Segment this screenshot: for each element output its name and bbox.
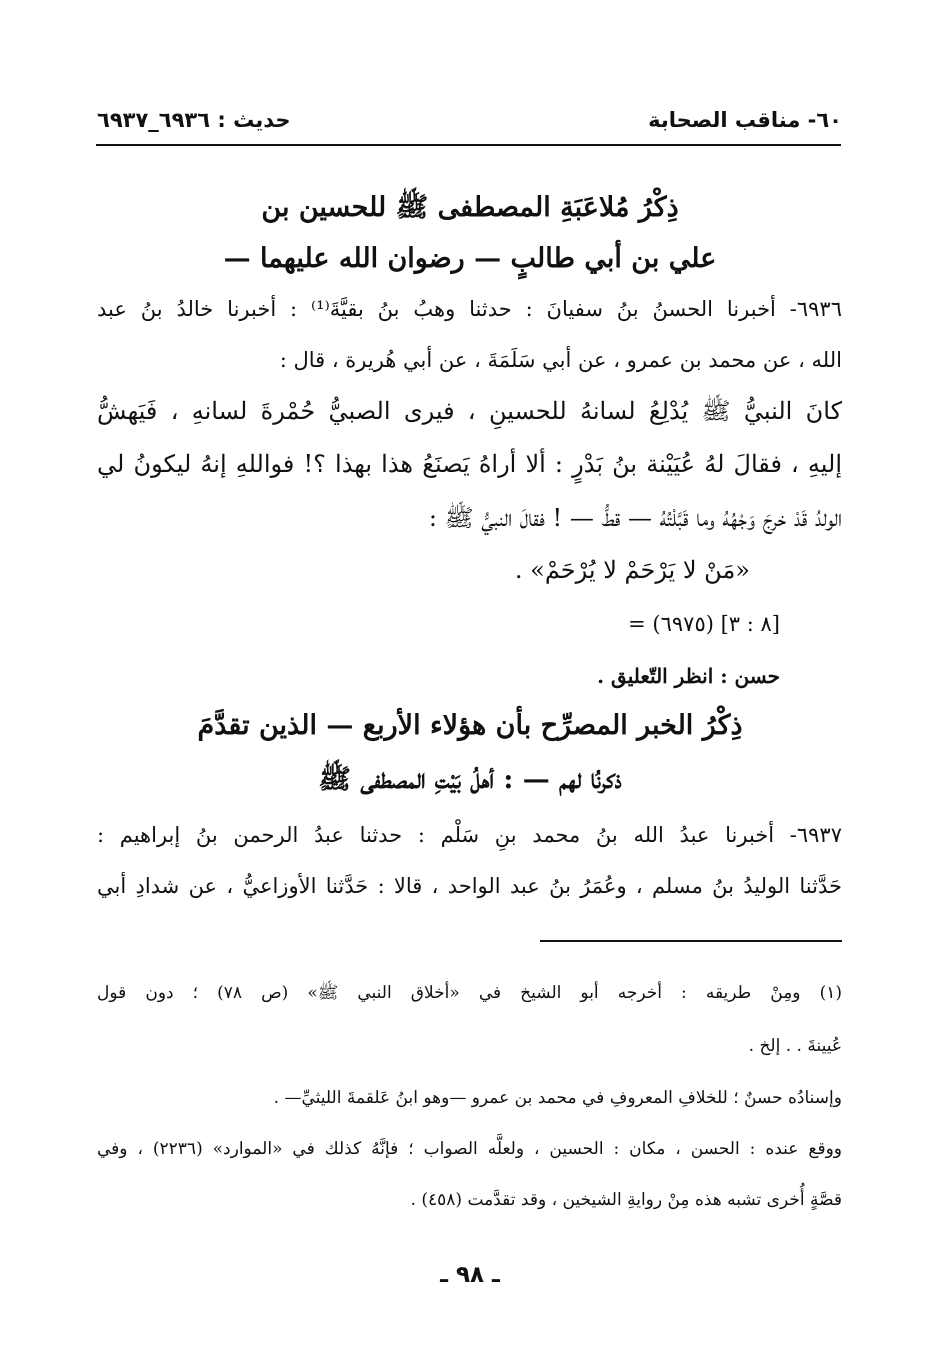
hadith1-matn-line2: إليهِ ، فقالَ لهُ عُيَيْنة بنُ بَدْرٍ : ألا أراهُ يَصنَعُ هذا بهذا ؟! فواللهِ إنهُ ليكونُ لي xyxy=(97,450,842,478)
section1-title-line2: علي بن أبي طالبٍ — رضوان الله عليهما — xyxy=(223,243,717,274)
section2-title-line2: ذكرنُا لهم — : أهلُ بَيْتِ المصطفى ﷺ xyxy=(318,764,622,795)
section1-title-line1: ذِكْرُ مُلاعَبَةِ المصطفى ﷺ للحسين بن xyxy=(261,192,679,223)
footnote1-line2: عُيينةَ . . إلخ . xyxy=(748,1036,842,1056)
hadith2-isnad-line2: حَدَّثنا الوليدُ بنُ مسلم ، وعُمَرُ بنُ عبد الواحد ، قالا : حَدَّثنا الأوزاعيُّ ، عن شدادِ أبي xyxy=(97,874,842,898)
section2-title-line1: ذِكْرُ الخبر المصرِّح بأن هؤلاء الأربع — الذين تقدَّمَ xyxy=(197,710,743,741)
hadith1-isnad-line2: الله ، عن محمد بن عمرو ، عن أبي سَلَمَةَ ، عن أبي هُريرة ، قال : xyxy=(279,348,842,372)
hadith1-matn-line1: كانَ النبيُّ ﷺ يُدْلِعُ لسانهُ للحسينِ ، فيرى الصبيُّ حُمْرةَ لسانهِ ، فَيَهشُّ xyxy=(97,397,842,425)
footnote2: وإسنادُه حسنٌ ؛ للخلافِ المعروفِ في محمد بن عمرو —وهو ابنُ عَلقمةَ الليثيِّ— . xyxy=(273,1088,842,1108)
chapter-header: ٦٠- مناقب الصحابة xyxy=(648,108,842,132)
page-number: ـ ٩٨ ـ xyxy=(440,1262,500,1288)
hadith1-matn-line3: الولدُ قَدْ خرجَ وَجْهُهُ وما قَبَّلْتُهُ — قطُّ — ! فقالَ النبيُّ ﷺ : xyxy=(428,504,842,532)
footnote3-line1: ووقع عنده : الحسن ، مكان : الحسين ، ولعلَّه الصواب ؛ فإنَّهُ كذلك في «الموارد» (٢٢٣٦) ، وفي xyxy=(97,1139,842,1159)
hadith1-prophet-saying: «مَنْ لا يَرْحَمْ لا يُرْحَمْ» . xyxy=(514,556,750,584)
hadith2-isnad-line1: ٦٩٣٧- أخبرنا عبدُ الله بنُ محمد بنِ سَلْم : حدثنا عبدُ الرحمن بنُ إبراهيم : xyxy=(97,823,842,847)
hadith1-isnad-line1: ٦٩٣٦- أخبرنا الحسنُ بنُ سفيانَ : حدثنا وهبُ بنُ بقيَّةَ⁽¹⁾ : أخبرنا خالدُ بنُ عبد xyxy=(97,297,842,321)
footnote-divider xyxy=(540,940,842,942)
footnote3-line2: قصَّةٍ أُخرى تشبه هذه مِنْ روايةِ الشيخين ، وقد تقدَّمت (٤٥٨) . xyxy=(410,1190,842,1210)
hadith1-cross-reference: = (٦٩٧٥) [٨ : ٣] xyxy=(628,612,780,636)
footnote1-line1: (١) ومِنْ طريقه : أخرجه أبو الشيخ في «أخلاق النبي ﷺ» (ص ٧٨) ؛ دون قول xyxy=(97,983,842,1003)
hadith-range-header: حديث : ٦٩٣٦_٦٩٣٧ xyxy=(97,108,291,132)
header-divider xyxy=(96,144,841,146)
hadith1-grading: حسن : انظر التّعليق . xyxy=(597,664,780,688)
